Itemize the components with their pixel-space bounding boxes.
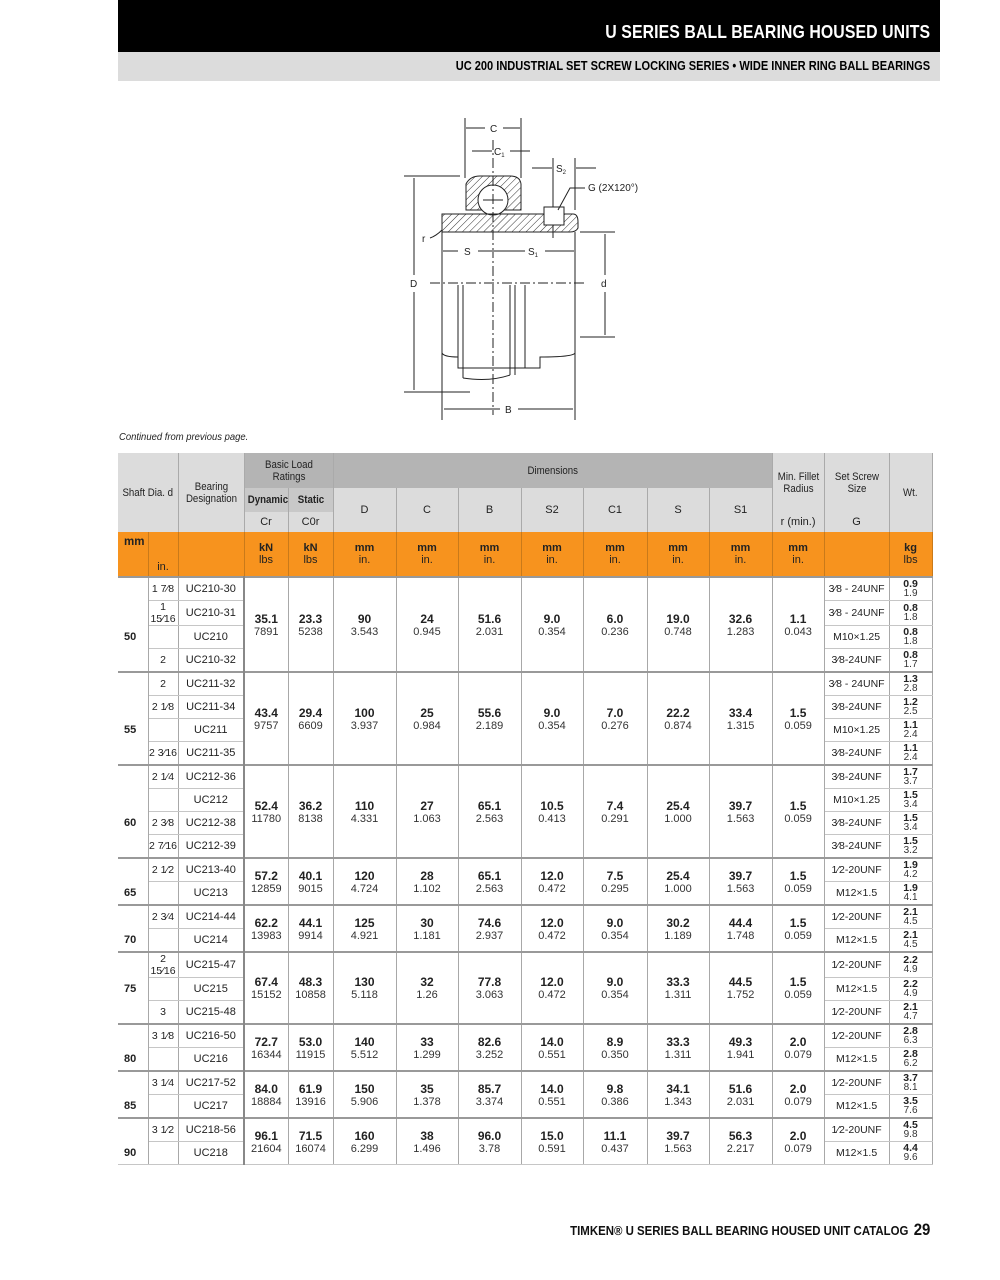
value-s2: 14.0 0.551 — [521, 1024, 583, 1071]
shaft-in: 2 — [148, 672, 178, 696]
value-b: 85.7 3.374 — [458, 1071, 521, 1118]
bearing-designation: UC211-34 — [178, 696, 244, 719]
weight: 0.8 1.8 — [889, 626, 932, 649]
value-b: 82.6 3.252 — [458, 1024, 521, 1071]
header-fillet: Min. Fillet Radius — [772, 453, 824, 512]
value-s1: 44.5 1.752 — [709, 952, 772, 1024]
shaft-mm: 65 — [118, 882, 148, 906]
set-screw-size: 1⁄2-20UNF — [824, 858, 889, 882]
value-c0r: 40.1 9015 — [288, 858, 333, 905]
set-screw-size: M12×1.5 — [824, 1095, 889, 1119]
shaft-mm: 55 — [118, 719, 148, 742]
value-b: 77.8 3.063 — [458, 952, 521, 1024]
value-cr: 72.7 16344 — [244, 1024, 288, 1071]
bearing-designation: UC210 — [178, 626, 244, 649]
set-screw-size: 1⁄2-20UNF — [824, 1024, 889, 1048]
header-B: B — [458, 488, 521, 532]
continued-note: Continued from previous page. — [119, 431, 249, 443]
set-screw-size: 3⁄8-24UNF — [824, 835, 889, 859]
value-c1: 7.5 0.295 — [583, 858, 647, 905]
bearing-designation: UC211-35 — [178, 742, 244, 766]
value-cr: 43.4 9757 — [244, 672, 288, 765]
value-r: 1.5 0.059 — [772, 952, 824, 1024]
value-s: 22.2 0.874 — [647, 672, 709, 765]
bearing-designation: UC212-36 — [178, 765, 244, 789]
header-D: D — [333, 488, 396, 532]
weight: 2.2 4.9 — [889, 978, 932, 1001]
header-dimensions: Dimensions — [333, 453, 772, 488]
value-c1: 7.4 0.291 — [583, 765, 647, 858]
shaft-in: 2 1⁄2 — [148, 858, 178, 882]
value-c0r: 61.9 13916 — [288, 1071, 333, 1118]
header-S2: S2 — [521, 488, 583, 532]
set-screw-size: 3⁄8 - 24UNF — [824, 577, 889, 601]
value-s: 30.2 1.189 — [647, 905, 709, 952]
subtitle-bar — [118, 52, 940, 81]
value-s1: 33.4 1.315 — [709, 672, 772, 765]
shaft-in: 2 1⁄4 — [148, 765, 178, 789]
value-c0r: 36.2 8138 — [288, 765, 333, 858]
set-screw-size: 1⁄2-20UNF — [824, 905, 889, 929]
svg-text:G (2X120°): G (2X120°) — [588, 183, 639, 194]
value-r: 1.5 0.059 — [772, 905, 824, 952]
svg-text:C1: $C_1$ — [494, 147, 505, 159]
unit-C: mm in. — [396, 532, 458, 577]
header-setscrew-symbol: G — [824, 512, 889, 532]
shaft-mm: 85 — [118, 1095, 148, 1119]
value-cr: 96.1 21604 — [244, 1118, 288, 1165]
shaft-in: 3 1⁄8 — [148, 1024, 178, 1048]
set-screw-size: 3⁄8-24UNF — [824, 765, 889, 789]
shaft-in: 1 15⁄16 — [148, 601, 178, 626]
unit-cr: kN lbs — [244, 532, 288, 577]
value-b: 65.1 2.563 — [458, 765, 521, 858]
value-s: 34.1 1.343 — [647, 1071, 709, 1118]
set-screw-size: 1⁄2-20UNF — [824, 952, 889, 978]
value-c: 33 1.299 — [396, 1024, 458, 1071]
bearing-designation: UC217-52 — [178, 1071, 244, 1095]
value-s2: 15.0 0.591 — [521, 1118, 583, 1165]
svg-text:D: D — [410, 279, 418, 290]
weight: 3.5 7.6 — [889, 1095, 932, 1119]
value-d: 150 5.906 — [333, 1071, 396, 1118]
weight: 2.1 4.5 — [889, 929, 932, 953]
weight: 1.1 2.4 — [889, 719, 932, 742]
value-s: 39.7 1.563 — [647, 1118, 709, 1165]
shaft-mm: 50 — [118, 626, 148, 649]
shaft-mm: 80 — [118, 1048, 148, 1072]
value-c0r: 48.3 10858 — [288, 952, 333, 1024]
bearing-designation: UC210-32 — [178, 649, 244, 673]
value-s: 33.3 1.311 — [647, 952, 709, 1024]
value-cr: 62.2 13983 — [244, 905, 288, 952]
set-screw-size: M12×1.5 — [824, 1048, 889, 1072]
bearing-designation: UC216 — [178, 1048, 244, 1072]
bearing-designation: UC218 — [178, 1142, 244, 1165]
weight: 1.2 2.5 — [889, 696, 932, 719]
table-row — [118, 672, 932, 696]
value-r: 2.0 0.079 — [772, 1118, 824, 1165]
spec-table — [118, 453, 933, 1165]
value-s2: 10.5 0.413 — [521, 765, 583, 858]
header-S: S — [647, 488, 709, 532]
shaft-in — [148, 719, 178, 742]
value-b: 55.6 2.189 — [458, 672, 521, 765]
value-c1: 11.1 0.437 — [583, 1118, 647, 1165]
shaft-mm — [118, 1001, 148, 1025]
page-title-bar — [118, 0, 940, 52]
value-cr: 67.4 15152 — [244, 952, 288, 1024]
value-s2: 9.0 0.354 — [521, 672, 583, 765]
header-dynamic: Dynamic — [244, 488, 288, 512]
weight: 1.7 3.7 — [889, 765, 932, 789]
set-screw-size: 3⁄8 - 24UNF — [824, 601, 889, 626]
table-row — [118, 1118, 932, 1142]
value-c: 32 1.26 — [396, 952, 458, 1024]
page-number: 29 — [913, 1220, 930, 1239]
value-s: 19.0 0.748 — [647, 577, 709, 672]
value-s1: 44.4 1.748 — [709, 905, 772, 952]
shaft-mm — [118, 577, 148, 601]
value-s: 33.3 1.311 — [647, 1024, 709, 1071]
weight: 0.9 1.9 — [889, 577, 932, 601]
value-s2: 9.0 0.354 — [521, 577, 583, 672]
shaft-mm — [118, 952, 148, 978]
page-title: U SERIES BALL BEARING HOUSED UNITS — [605, 22, 930, 42]
shaft-mm — [118, 905, 148, 929]
shaft-mm — [118, 601, 148, 626]
weight: 1.5 3.4 — [889, 789, 932, 812]
value-c: 38 1.496 — [396, 1118, 458, 1165]
header-C1: C1 — [583, 488, 647, 532]
value-s2: 12.0 0.472 — [521, 952, 583, 1024]
value-c0r: 71.5 16074 — [288, 1118, 333, 1165]
shaft-mm — [118, 1024, 148, 1048]
set-screw-size: M12×1.5 — [824, 1142, 889, 1165]
unit-B: mm in. — [458, 532, 521, 577]
unit-C1: mm in. — [583, 532, 647, 577]
weight: 1.5 3.4 — [889, 812, 932, 835]
header-S1: S1 — [709, 488, 772, 532]
value-c: 35 1.378 — [396, 1071, 458, 1118]
shaft-in — [148, 1048, 178, 1072]
value-b: 65.1 2.563 — [458, 858, 521, 905]
shaft-mm — [118, 649, 148, 673]
value-s1: 51.6 2.031 — [709, 1071, 772, 1118]
shaft-mm — [118, 742, 148, 766]
value-d: 125 4.921 — [333, 905, 396, 952]
unit-G — [824, 532, 889, 577]
shaft-in — [148, 626, 178, 649]
value-c: 28 1.102 — [396, 858, 458, 905]
svg-text:r: r — [422, 234, 426, 245]
set-screw-size: 3⁄8-24UNF — [824, 696, 889, 719]
table-row — [118, 1024, 932, 1048]
bearing-designation: UC211-32 — [178, 672, 244, 696]
set-screw-size: M10×1.25 — [824, 789, 889, 812]
value-d: 160 6.299 — [333, 1118, 396, 1165]
shaft-mm — [118, 672, 148, 696]
table-row — [118, 1071, 932, 1095]
shaft-mm — [118, 696, 148, 719]
value-c1: 9.0 0.354 — [583, 952, 647, 1024]
page-footer — [570, 1220, 930, 1240]
weight: 0.8 1.8 — [889, 601, 932, 626]
header-designation: Bearing Designation — [178, 453, 244, 532]
value-d: 110 4.331 — [333, 765, 396, 858]
value-r: 2.0 0.079 — [772, 1024, 824, 1071]
unit-designation — [178, 532, 244, 577]
value-d: 140 5.512 — [333, 1024, 396, 1071]
shaft-mm — [118, 858, 148, 882]
shaft-mm — [118, 1071, 148, 1095]
value-c1: 7.0 0.276 — [583, 672, 647, 765]
set-screw-size: 1⁄2-20UNF — [824, 1001, 889, 1025]
shaft-in: 3 1⁄2 — [148, 1118, 178, 1142]
value-cr: 52.4 11780 — [244, 765, 288, 858]
unit-mm: mm — [118, 532, 148, 577]
value-r: 1.5 0.059 — [772, 765, 824, 858]
bearing-designation: UC218-56 — [178, 1118, 244, 1142]
unit-in: in. — [148, 532, 178, 577]
shaft-in — [148, 929, 178, 953]
weight: 1.5 3.2 — [889, 835, 932, 859]
value-s1: 39.7 1.563 — [709, 765, 772, 858]
set-screw-size: 3⁄8-24UNF — [824, 649, 889, 673]
shaft-in — [148, 882, 178, 906]
shaft-in — [148, 1095, 178, 1119]
set-screw-size: M10×1.25 — [824, 719, 889, 742]
page-subtitle: UC 200 INDUSTRIAL SET SCREW LOCKING SERIES • WIDE INNER RING BALL BEARINGS — [455, 58, 930, 73]
value-c0r: 23.3 5238 — [288, 577, 333, 672]
unit-c0r: kN lbs — [288, 532, 333, 577]
value-c: 30 1.181 — [396, 905, 458, 952]
svg-text:S: S — [464, 247, 471, 258]
value-s1: 39.7 1.563 — [709, 858, 772, 905]
value-cr: 57.2 12859 — [244, 858, 288, 905]
weight: 4.4 9.6 — [889, 1142, 932, 1165]
label-C: C — [490, 124, 498, 135]
shaft-in: 2 7⁄16 — [148, 835, 178, 859]
weight: 2.2 4.9 — [889, 952, 932, 978]
unit-D: mm in. — [333, 532, 396, 577]
shaft-mm — [118, 1118, 148, 1142]
shaft-in: 2 — [148, 649, 178, 673]
weight: 1.9 4.2 — [889, 858, 932, 882]
header-C: C — [396, 488, 458, 532]
shaft-mm: 90 — [118, 1142, 148, 1165]
value-c: 27 1.063 — [396, 765, 458, 858]
svg-text:S2: $S_2$ — [556, 164, 567, 176]
value-d: 90 3.543 — [333, 577, 396, 672]
shaft-in: 2 1⁄8 — [148, 696, 178, 719]
catalog-name: TIMKEN® U SERIES BALL BEARING HOUSED UNIT CATALOG — [569, 1223, 909, 1238]
weight: 2.1 4.7 — [889, 1001, 932, 1025]
value-r: 1.5 0.059 — [772, 858, 824, 905]
svg-text:B: B — [505, 405, 512, 416]
table-row — [118, 577, 932, 601]
header-load-ratings: Basic Load Ratings — [244, 453, 333, 488]
shaft-in: 2 3⁄4 — [148, 905, 178, 929]
header-c0r: C0r — [288, 512, 333, 532]
value-d: 130 5.118 — [333, 952, 396, 1024]
value-b: 96.0 3.78 — [458, 1118, 521, 1165]
svg-text:S1: $S_1$ — [528, 247, 539, 259]
weight: 1.1 2.4 — [889, 742, 932, 766]
bearing-designation: UC212-38 — [178, 812, 244, 835]
header-fillet-symbol: r (min.) — [772, 512, 824, 532]
value-c: 24 0.945 — [396, 577, 458, 672]
bearing-designation: UC215-48 — [178, 1001, 244, 1025]
value-c0r: 53.0 11915 — [288, 1024, 333, 1071]
bearing-designation: UC212-39 — [178, 835, 244, 859]
weight: 4.5 9.8 — [889, 1118, 932, 1142]
units-row — [118, 532, 932, 577]
header-cr: Cr — [244, 512, 288, 532]
weight: 2.1 4.5 — [889, 905, 932, 929]
shaft-mm: 75 — [118, 978, 148, 1001]
bearing-designation: UC214 — [178, 929, 244, 953]
shaft-in — [148, 978, 178, 1001]
weight: 0.8 1.7 — [889, 649, 932, 673]
value-d: 100 3.937 — [333, 672, 396, 765]
unit-r: mm in. — [772, 532, 824, 577]
bearing-designation: UC215 — [178, 978, 244, 1001]
header-weight: Wt. — [889, 453, 932, 532]
svg-text:d: d — [601, 279, 607, 290]
bearing-designation: UC213-40 — [178, 858, 244, 882]
weight: 1.3 2.8 — [889, 672, 932, 696]
unit-S1: mm in. — [709, 532, 772, 577]
bearing-unit-drawing — [400, 110, 660, 430]
shaft-in — [148, 789, 178, 812]
value-r: 1.1 0.043 — [772, 577, 824, 672]
value-c1: 8.9 0.350 — [583, 1024, 647, 1071]
unit-S2: mm in. — [521, 532, 583, 577]
bearing-designation: UC217 — [178, 1095, 244, 1119]
bearing-designation: UC210-31 — [178, 601, 244, 626]
shaft-in: 2 3⁄8 — [148, 812, 178, 835]
set-screw-size: 1⁄2-20UNF — [824, 1118, 889, 1142]
value-c0r: 44.1 9914 — [288, 905, 333, 952]
shaft-mm — [118, 765, 148, 789]
value-b: 74.6 2.937 — [458, 905, 521, 952]
shaft-mm: 70 — [118, 929, 148, 953]
spec-table-body — [118, 577, 932, 1165]
table-row — [118, 765, 932, 789]
weight: 3.7 8.1 — [889, 1071, 932, 1095]
value-s1: 56.3 2.217 — [709, 1118, 772, 1165]
shaft-in: 2 15⁄16 — [148, 952, 178, 978]
shaft-in: 3 — [148, 1001, 178, 1025]
value-s2: 12.0 0.472 — [521, 858, 583, 905]
value-c: 25 0.984 — [396, 672, 458, 765]
shaft-mm — [118, 835, 148, 859]
bearing-designation: UC210-30 — [178, 577, 244, 601]
bearing-designation: UC214-44 — [178, 905, 244, 929]
shaft-in: 1 7⁄8 — [148, 577, 178, 601]
value-b: 51.6 2.031 — [458, 577, 521, 672]
header-shaft: Shaft Dia. d — [118, 453, 178, 532]
value-c1: 9.8 0.386 — [583, 1071, 647, 1118]
header-setscrew: Set Screw Size — [824, 453, 889, 512]
unit-wt: kg lbs — [889, 532, 932, 577]
bearing-designation: UC216-50 — [178, 1024, 244, 1048]
set-screw-size: M10×1.25 — [824, 626, 889, 649]
value-c0r: 29.4 6609 — [288, 672, 333, 765]
value-cr: 84.0 18884 — [244, 1071, 288, 1118]
set-screw-size: 3⁄8-24UNF — [824, 812, 889, 835]
table-row — [118, 952, 932, 978]
set-screw-size: M12×1.5 — [824, 929, 889, 953]
value-c1: 6.0 0.236 — [583, 577, 647, 672]
set-screw-size: 3⁄8 - 24UNF — [824, 672, 889, 696]
bearing-designation: UC213 — [178, 882, 244, 906]
shaft-in: 2 3⁄16 — [148, 742, 178, 766]
value-d: 120 4.724 — [333, 858, 396, 905]
unit-S: mm in. — [647, 532, 709, 577]
value-c1: 9.0 0.354 — [583, 905, 647, 952]
bearing-designation: UC211 — [178, 719, 244, 742]
value-s2: 12.0 0.472 — [521, 905, 583, 952]
table-row — [118, 858, 932, 882]
value-s1: 49.3 1.941 — [709, 1024, 772, 1071]
value-s2: 14.0 0.551 — [521, 1071, 583, 1118]
shaft-in — [148, 1142, 178, 1165]
header-static: Static — [288, 488, 333, 512]
value-cr: 35.1 7891 — [244, 577, 288, 672]
set-screw-size: 1⁄2-20UNF — [824, 1071, 889, 1095]
shaft-mm: 60 — [118, 812, 148, 835]
table-row — [118, 905, 932, 929]
bearing-designation: UC215-47 — [178, 952, 244, 978]
set-screw-size: M12×1.5 — [824, 882, 889, 906]
value-s: 25.4 1.000 — [647, 765, 709, 858]
set-screw-size: 3⁄8-24UNF — [824, 742, 889, 766]
value-s: 25.4 1.000 — [647, 858, 709, 905]
bearing-designation: UC212 — [178, 789, 244, 812]
shaft-in: 3 1⁄4 — [148, 1071, 178, 1095]
weight: 2.8 6.2 — [889, 1048, 932, 1072]
value-s1: 32.6 1.283 — [709, 577, 772, 672]
shaft-mm — [118, 789, 148, 812]
weight: 2.8 6.3 — [889, 1024, 932, 1048]
set-screw-size: M12×1.5 — [824, 978, 889, 1001]
value-r: 2.0 0.079 — [772, 1071, 824, 1118]
weight: 1.9 4.1 — [889, 882, 932, 906]
value-r: 1.5 0.059 — [772, 672, 824, 765]
